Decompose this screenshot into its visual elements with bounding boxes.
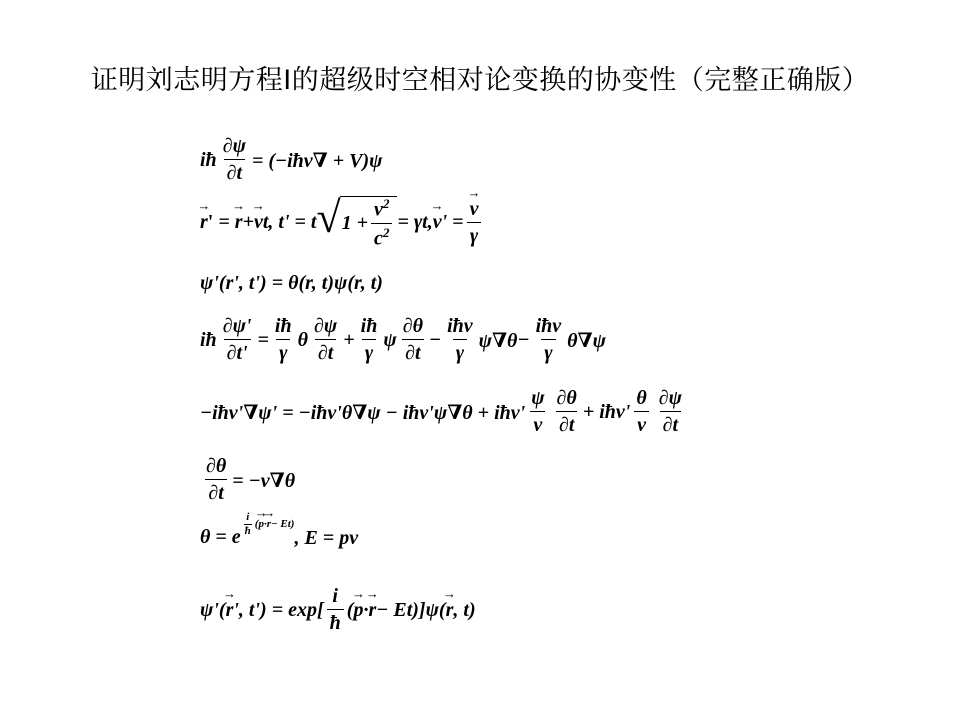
equation-3: ψ'(r', t') = θ(r, t)ψ(r, t) [200,272,383,294]
equation-4: iħ $\frac{\partial\psi'}{\partial t'}$ = $\frac{iħ}{\gamma}$ θ $\frac{\partial\psi}{\partial t}$ + $\frac{iħ}{\gamma}$ ψ $\frac{\partial\theta}{\partial t}$ − $\frac{\text{iħv}}{\gamma}$ ψ∇θ − $\frac{\text{iħv}}{\gamma}$ θ∇ψ [200,315,606,364]
equation-1 [200,136,382,184]
equation-6: $\frac{\partial\theta}{\partial t}$ = −v∇θ [206,455,296,504]
equation-8: ψ'( → r ', t') = exp[ $\frac{i}{ħ}$ ( → p · → r − Et)]ψ( → r , t) [200,586,476,634]
eq2-sqrt: √ 1 + $\frac{v^2}{c^2}$ [316,196,397,249]
slide-title: 证明刘志明方程Ⅰ的超级时空相对论变换的协变性（完整正确版） [90,65,870,96]
equation-7: θ = e $\frac{i}{ħ}$ ( → p · → r − Et) , E = pv [200,526,358,551]
equation-2: → r ' = → r + → v t, t' = t √ 1 + $\frac{v^2}{c^2}$ = γt, → v ' = → $\frac{v}{\gamma}$ [200,196,484,249]
equation-5: −iħv'∇ψ' = −iħv'θ∇ψ − iħv'ψ∇θ + iħv' $\frac{\psi}{v}$ $\frac{\partial\theta}{\partial t}$ + iħv' $\frac{\theta}{v}$ $\frac{\partial\psi}{\partial t}$ [200,387,682,436]
eq1-rhs: = (−iħv∇ + V)ψ [251,149,383,172]
eq1-fraction: $\frac{\partial\psi}{\partial t}$ [222,135,246,184]
eq1-lhs: iħ [200,148,217,171]
